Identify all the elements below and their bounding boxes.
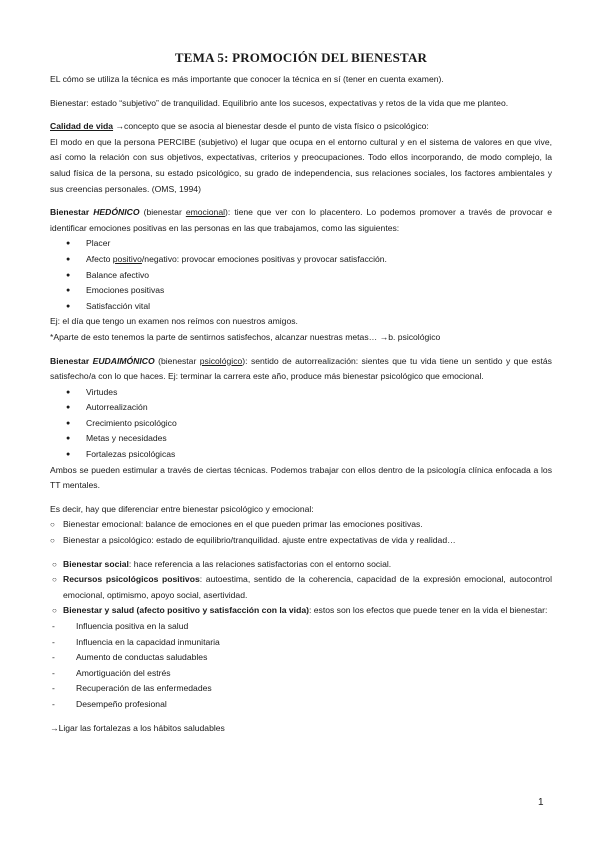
hedonico-label-a: Bienestar [50, 207, 94, 218]
eudaimonico-label-b: EUDAIMÓNICO [92, 355, 155, 366]
list-item: ● Metas y necesidades [50, 431, 552, 447]
differ-list [50, 517, 552, 548]
differ-intro: Es decir, hay que diferenciar entre bienestar psicológico y emocional: [50, 503, 314, 514]
calidad-body: El modo en que la persona PERCIBE (subjetivo) el lugar que ocupa en el entorno cultural y en el sistema de valores en que vive, así como la relación con sus objetivos, expectativas, criterios y preocupaciones. Todo ellos incorporando, de modo complejo, la salud física de la persona, su estado psicológico, su grado de independencia, sus relaciones sociales, los factores ambientales y sus creencias personales. (OMS, 1994) [50, 136, 552, 194]
recursos-text: : autoestima, sentido de la coherencia, capacidad de la expresión emocional, autocontrol emocional, optimismo, apoyo social, asertividad. [63, 574, 552, 600]
social-item [50, 557, 552, 573]
list-item [50, 252, 552, 268]
eudaimonico-paren-b: ) [242, 355, 246, 366]
eudaimonico-list [50, 385, 552, 463]
list-item: ● Autorrealización [50, 400, 552, 416]
social-label: Bienestar social [63, 558, 129, 569]
social-text: : hace referencia a las relaciones satisfactorias con el entorno social. [128, 558, 392, 569]
eudaimonico-desc: : sentido de autorrealización: sientes que tu vida tiene un sentido y que estás satisfecho/a con lo que haces. Ej: terminar la carrera este año, produce más bienestar psicológico que emocional. [50, 355, 552, 382]
hedonico-example: Ej: el día que tengo un examen nos reímos con nuestros amigos. [50, 316, 298, 327]
page-number: 1 [538, 797, 544, 808]
recursos-item [50, 572, 552, 603]
hedonico-note: *Aparte de esto tenemos la parte de sentirnos satisfechos, alcanzar nuestras metas… →b. psicológico [50, 331, 441, 342]
hedonico-label-b: HEDÓNICO [93, 207, 140, 218]
salud-item [50, 603, 552, 619]
document-page [50, 50, 552, 736]
list-item: - Influencia en la capacidad inmunitaria [50, 635, 552, 651]
list-item: ● Crecimiento psicológico [50, 416, 552, 432]
list-item: ● Fortalezas psicológicas [50, 447, 552, 463]
hedonico-paren-a: (bienestar [139, 207, 186, 218]
list-item: ● Virtudes [50, 385, 552, 401]
calidad-heading-line [50, 119, 552, 135]
salud-effects-list [50, 619, 552, 713]
list-item: ● Satisfacción vital [50, 299, 552, 315]
eudaimonico-label-a: Bienestar [50, 355, 93, 366]
bienestar-definition: Bienestar: estado “subjetivo” de tranquilidad. Equilibrio ante los sucesos, expectativas y retos de la vida que me planteo. [50, 97, 509, 108]
salud-label: Bienestar y salud (afecto positivo y satisfacción con la vida) [63, 605, 309, 616]
eudaimonico-after: Ambos se pueden estimular a través de ciertas técnicas. Podemos trabajar con ellos dentro de la psicología clínica enfocada a los TT mentales. [50, 464, 552, 491]
closing-line: →Ligar las fortalezas a los hábitos saludables [50, 722, 225, 733]
list-item: ○ Bienestar emocional: balance de emociones en el que pueden primar las emociones positivas. [50, 517, 552, 533]
hedonico-paren-b: ) [225, 207, 228, 218]
page-title: TEMA 5: PROMOCIÓN DEL BIENESTAR [174, 50, 428, 65]
calidad-arrow-text: →concepto que se asocia al bienestar desde el punto de vista físico o psicológico: [113, 121, 429, 132]
list-item: - Amortiguación del estrés [50, 666, 552, 682]
intro-paragraph: EL cómo se utiliza la técnica es más importante que conocer la técnica en sí (tener en cuenta examen). [50, 74, 444, 84]
list-item: ● Balance afectivo [50, 268, 552, 284]
eudaimonico-paren-u: psicológico [199, 355, 243, 366]
item-text-a: Afecto [86, 253, 113, 264]
list-item: - Aumento de conductas saludables [50, 650, 552, 666]
list-item: ○ Bienestar a psicológico: estado de equilibrio/tranquilidad. ajuste entre expectativas de vida y realidad… [50, 533, 552, 549]
hedonico-desc: : tiene que ver con lo placentero. Lo podemos promover a través de provocar e identificar emociones positivas en las personas en las que trabajamos, como las siguientes: [50, 207, 552, 233]
recursos-label: Recursos psicológicos positivos [63, 574, 200, 585]
calidad-term: Calidad de vida [50, 121, 114, 132]
item-text-b: /negativo: provocar emociones positivas y provocar satisfacción. [141, 253, 387, 264]
list-item: - Influencia positiva en la salud [50, 619, 552, 635]
hedonico-paragraph [50, 205, 552, 236]
list-item: - Desempeño profesional [50, 697, 552, 713]
eudaimonico-paren-a: (bienestar [154, 355, 200, 366]
list-item: ● Placer [50, 236, 552, 252]
list-item: ● Emociones positivas [50, 283, 552, 299]
eudaimonico-paragraph [50, 354, 552, 385]
hedonico-paren-u: emocional [185, 207, 226, 218]
item-text-u: positivo [112, 253, 142, 264]
topics-list [50, 557, 552, 619]
hedonico-list [50, 236, 552, 314]
salud-text: : estos son los efectos que puede tener en la vida el bienestar: [308, 605, 548, 616]
list-item: - Recuperación de las enfermedades [50, 681, 552, 697]
